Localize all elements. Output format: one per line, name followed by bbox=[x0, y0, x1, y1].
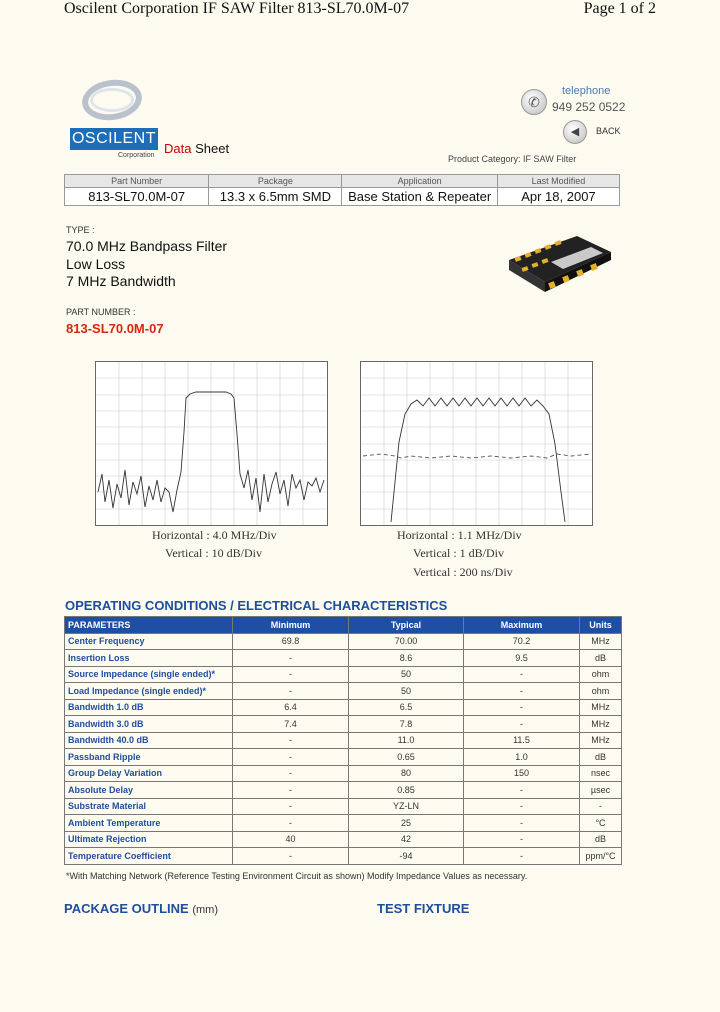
unit-value: dB bbox=[580, 831, 622, 848]
min-value: - bbox=[233, 666, 349, 683]
unit-value: °C bbox=[580, 815, 622, 832]
info-header-package: Package bbox=[209, 175, 342, 188]
document-title: Oscilent Corporation IF SAW Filter 813-SL70.0M-07 bbox=[64, 0, 410, 17]
saw-filter-package-image bbox=[505, 230, 615, 300]
typ-value: -94 bbox=[349, 848, 464, 865]
param-name: Bandwidth 40.0 dB bbox=[65, 732, 233, 749]
back-arrow-icon[interactable]: ◀ bbox=[563, 120, 587, 144]
type-label: TYPE : bbox=[66, 225, 95, 235]
right-graph-horizontal-caption: Horizontal : 1.1 MHz/Div bbox=[397, 528, 522, 542]
param-name: Bandwidth 3.0 dB bbox=[65, 716, 233, 733]
table-row bbox=[65, 831, 622, 848]
unit-value: ohm bbox=[580, 683, 622, 700]
part-number-value: 813-SL70.0M-07 bbox=[66, 321, 164, 336]
table-row bbox=[65, 633, 622, 650]
max-value: - bbox=[464, 831, 580, 848]
min-value: 69.8 bbox=[233, 633, 349, 650]
product-category: Product Category: IF SAW Filter bbox=[448, 154, 577, 164]
param-name: Absolute Delay bbox=[65, 782, 233, 799]
typ-value: 25 bbox=[349, 815, 464, 832]
min-value: 40 bbox=[233, 831, 349, 848]
table-row bbox=[65, 650, 622, 667]
table-row bbox=[65, 815, 622, 832]
typ-value: 80 bbox=[349, 765, 464, 782]
typ-value: YZ-LN bbox=[349, 798, 464, 815]
unit-value: MHz bbox=[580, 716, 622, 733]
section-title: OPERATING CONDITIONS / ELECTRICAL CHARACTERISTICS bbox=[65, 598, 448, 613]
max-value: 9.5 bbox=[464, 650, 580, 667]
matching-network-note: *With Matching Network (Reference Testing Environment Circuit as shown) Modify Impedance Values as necessary. bbox=[66, 871, 528, 881]
max-value: - bbox=[464, 848, 580, 865]
package-outline-heading: PACKAGE OUTLINE (mm) bbox=[64, 901, 218, 916]
min-value: - bbox=[233, 815, 349, 832]
typ-value: 50 bbox=[349, 683, 464, 700]
oscilent-logo[interactable] bbox=[70, 78, 158, 160]
max-value: 1.0 bbox=[464, 749, 580, 766]
type-line: 7 MHz Bandwidth bbox=[66, 273, 176, 289]
min-value: - bbox=[233, 765, 349, 782]
table-row bbox=[65, 765, 622, 782]
datasheet-label: Data Sheet bbox=[164, 141, 230, 156]
type-line: Low Loss bbox=[66, 256, 126, 272]
typ-value: 70.00 bbox=[349, 633, 464, 650]
spec-header-parameters: PARAMETERS bbox=[65, 617, 233, 634]
typ-value: 7.8 bbox=[349, 716, 464, 733]
unit-value: nsec bbox=[580, 765, 622, 782]
max-value: - bbox=[464, 815, 580, 832]
min-value: - bbox=[233, 798, 349, 815]
unit-value: dB bbox=[580, 749, 622, 766]
left-graph-horizontal-caption: Horizontal : 4.0 MHz/Div bbox=[152, 528, 277, 542]
max-value: - bbox=[464, 683, 580, 700]
spec-header-maximum: Maximum bbox=[464, 617, 580, 634]
max-value: - bbox=[464, 666, 580, 683]
test-fixture-heading: TEST FIXTURE bbox=[377, 901, 470, 916]
table-row bbox=[65, 716, 622, 733]
typ-value: 0.65 bbox=[349, 749, 464, 766]
param-name: Center Frequency bbox=[65, 633, 233, 650]
table-row bbox=[65, 732, 622, 749]
max-value: - bbox=[464, 699, 580, 716]
spec-header-minimum: Minimum bbox=[233, 617, 349, 634]
min-value: 6.4 bbox=[233, 699, 349, 716]
type-line: 70.0 MHz Bandpass Filter bbox=[66, 238, 228, 254]
param-name: Ambient Temperature bbox=[65, 815, 233, 832]
table-row bbox=[65, 848, 622, 865]
right-graph-vertical-ns-caption: Vertical : 200 ns/Div bbox=[413, 565, 513, 579]
info-header-last-modified: Last Modified bbox=[497, 175, 619, 188]
param-name: Bandwidth 1.0 dB bbox=[65, 699, 233, 716]
unit-value: - bbox=[580, 798, 622, 815]
right-graph-vertical-db-caption: Vertical : 1 dB/Div bbox=[413, 546, 504, 560]
info-part-number: 813-SL70.0M-07 bbox=[65, 188, 209, 206]
passband-group-delay-graph bbox=[360, 361, 593, 526]
unit-value: MHz bbox=[580, 699, 622, 716]
param-name: Group Delay Variation bbox=[65, 765, 233, 782]
typ-value: 42 bbox=[349, 831, 464, 848]
unit-value: MHz bbox=[580, 633, 622, 650]
param-name: Source Impedance (single ended)* bbox=[65, 666, 233, 683]
telephone-label: telephone bbox=[562, 85, 611, 97]
typ-value: 0.85 bbox=[349, 782, 464, 799]
logo-wordmark: OSCILENT bbox=[70, 128, 158, 150]
table-row bbox=[65, 782, 622, 799]
min-value: - bbox=[233, 782, 349, 799]
param-name: Passband Ripple bbox=[65, 749, 233, 766]
electrical-characteristics-table bbox=[64, 616, 622, 865]
back-link[interactable]: BACK bbox=[596, 126, 621, 136]
param-name: Temperature Coefficient bbox=[65, 848, 233, 865]
typ-value: 8.6 bbox=[349, 650, 464, 667]
table-row bbox=[65, 666, 622, 683]
min-value: - bbox=[233, 683, 349, 700]
unit-value: ppm/°C bbox=[580, 848, 622, 865]
param-name: Ultimate Rejection bbox=[65, 831, 233, 848]
telephone-number[interactable]: 949 252 0522 bbox=[552, 100, 626, 114]
min-value: - bbox=[233, 650, 349, 667]
min-value: 7.4 bbox=[233, 716, 349, 733]
info-last-modified: Apr 18, 2007 bbox=[497, 188, 619, 206]
table-row bbox=[65, 749, 622, 766]
product-info-table bbox=[64, 174, 620, 206]
min-value: - bbox=[233, 732, 349, 749]
info-application: Base Station & Repeater bbox=[342, 188, 497, 206]
param-name: Substrate Material bbox=[65, 798, 233, 815]
min-value: - bbox=[233, 848, 349, 865]
page-indicator: Page 1 of 2 bbox=[583, 0, 656, 17]
max-value: 70.2 bbox=[464, 633, 580, 650]
info-header-application: Application bbox=[342, 175, 497, 188]
typ-value: 50 bbox=[349, 666, 464, 683]
param-name: Load Impedance (single ended)* bbox=[65, 683, 233, 700]
max-value: 11.5 bbox=[464, 732, 580, 749]
unit-value: dB bbox=[580, 650, 622, 667]
info-package: 13.3 x 6.5mm SMD bbox=[209, 188, 342, 206]
info-header-part-number: Part Number bbox=[65, 175, 209, 188]
table-row bbox=[65, 683, 622, 700]
max-value: - bbox=[464, 716, 580, 733]
part-number-label: PART NUMBER : bbox=[66, 307, 136, 317]
logo-corporation: Corporation bbox=[118, 152, 155, 159]
frequency-response-graph bbox=[95, 361, 328, 526]
left-graph-vertical-caption: Vertical : 10 dB/Div bbox=[165, 546, 262, 560]
telephone-icon: ✆ bbox=[521, 89, 547, 115]
spec-header-units: Units bbox=[580, 617, 622, 634]
unit-value: MHz bbox=[580, 732, 622, 749]
max-value: - bbox=[464, 782, 580, 799]
unit-value: ohm bbox=[580, 666, 622, 683]
table-row bbox=[65, 798, 622, 815]
max-value: - bbox=[464, 798, 580, 815]
unit-value: µsec bbox=[580, 782, 622, 799]
min-value: - bbox=[233, 749, 349, 766]
typ-value: 11.0 bbox=[349, 732, 464, 749]
max-value: 150 bbox=[464, 765, 580, 782]
param-name: Insertion Loss bbox=[65, 650, 233, 667]
table-row bbox=[65, 699, 622, 716]
spec-header-typical: Typical bbox=[349, 617, 464, 634]
typ-value: 6.5 bbox=[349, 699, 464, 716]
